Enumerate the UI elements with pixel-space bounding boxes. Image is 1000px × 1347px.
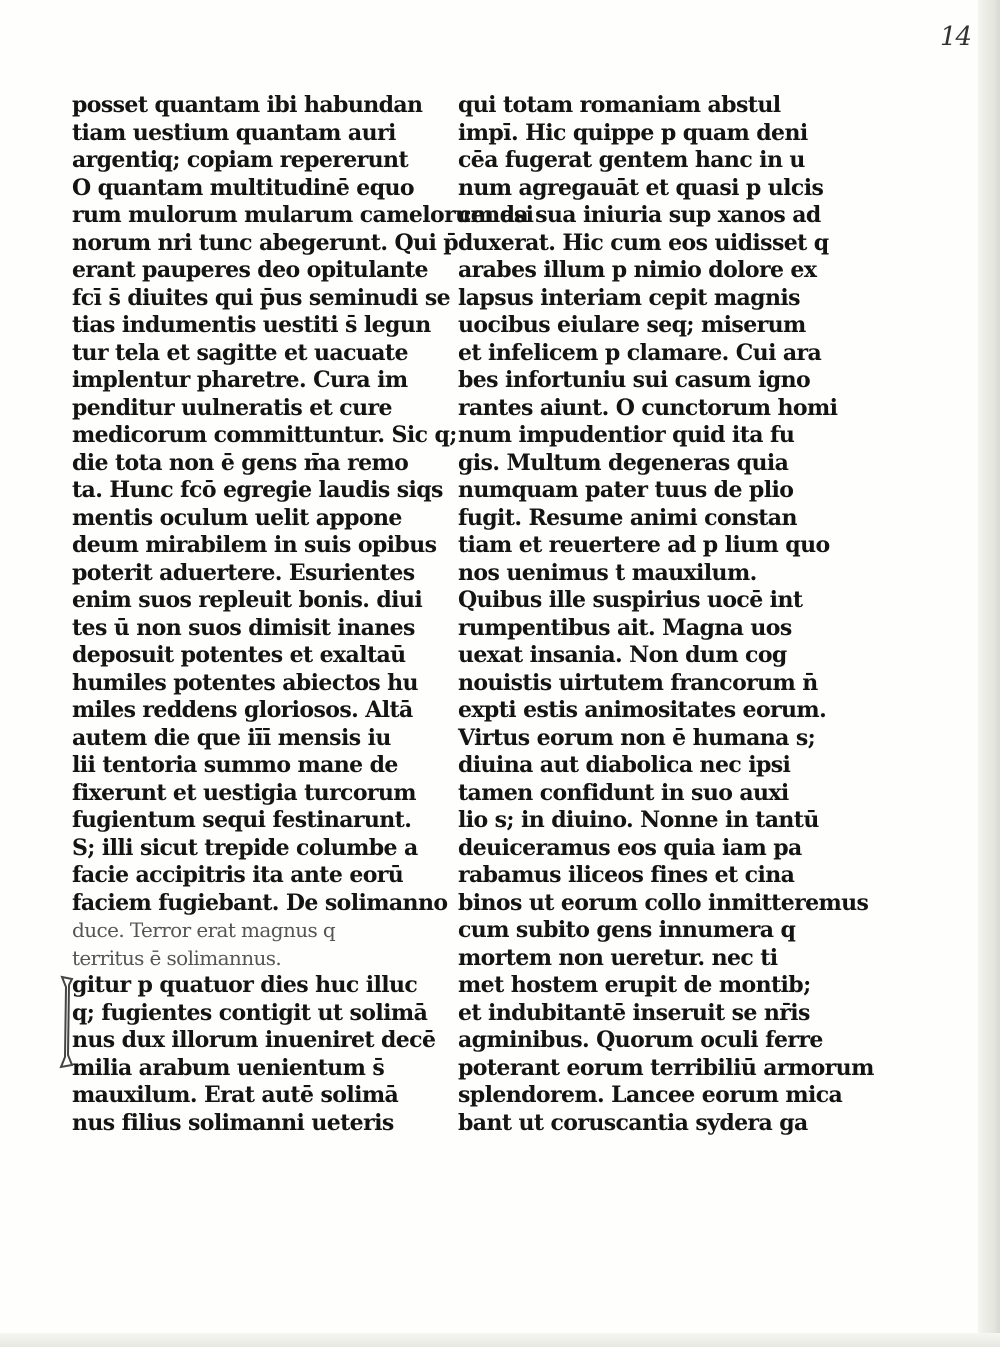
text-line: deposuit potentes et exaltaū	[72, 642, 406, 668]
text-line: poterit aduertere. Esurientes	[72, 559, 415, 586]
text-line: implentur pharetre. Cura im	[72, 367, 408, 393]
page-edge-right	[978, 0, 1000, 1347]
text-line: met hostem erupit de montib;	[458, 972, 811, 998]
text-line: faciem fugiebant. De solimanno	[72, 889, 448, 916]
text-line: splendorem. Lancee eorum mica	[458, 1082, 843, 1108]
text-line: milia arabum uenientum s̄	[72, 1054, 385, 1081]
text-line: deuiceramus eos quia iam pa	[458, 834, 802, 861]
text-line: expti estis animositates eorum.	[458, 697, 827, 723]
text-line: penditur uulneratis et cure	[72, 394, 392, 421]
text-line: autem die que iīī mensis iu	[72, 724, 391, 751]
text-line: fugit. Resume animi constan	[458, 504, 797, 531]
text-line: Quibus ille suspirius uocē int	[458, 587, 803, 613]
folio-number: 14	[940, 22, 972, 52]
text-line: facie accipitris ita ante eorū	[72, 862, 404, 888]
text-line: nus filius solimanni ueteris	[72, 1109, 394, 1136]
text-line: lapsus interiam cepit magnis	[458, 284, 800, 311]
text-line: diuina aut diabolica nec ipsi	[458, 752, 791, 778]
text-line: ta. Hunc fcō egregie laudis siqs	[72, 477, 443, 503]
right-text-column	[458, 92, 874, 1137]
text-line: mauxilum. Erat autē solimā	[72, 1082, 399, 1108]
text-line: num agregauāt et quasi p ulcis	[458, 174, 824, 201]
text-line: impī. Hic quippe p quam deni	[458, 119, 808, 146]
text-line: numquam pater tuus de plio	[458, 477, 794, 503]
text-line: agminibus. Quorum oculi ferre	[458, 1027, 823, 1053]
text-line: tiam uestium quantam auri	[72, 119, 396, 146]
text-line: poterant eorum terribiliū armorum	[458, 1054, 874, 1081]
text-line: et infelicem p clamare. Cui ara	[458, 339, 822, 366]
text-line: rabamus iliceos fines et cina	[458, 862, 795, 888]
text-line: miles reddens gloriosos. Altā	[72, 697, 413, 723]
text-line: lii tentoria summo mane de	[72, 752, 398, 778]
text-line: binos ut eorum collo inmitteremus	[458, 889, 869, 916]
text-line: tes ū non suos dimisit inanes	[72, 614, 415, 641]
text-line: gis. Multum degeneras quia	[458, 449, 789, 476]
text-line: deum mirabilem in suis opibus	[72, 532, 437, 558]
text-line: medicorum committuntur. Sic q;	[72, 422, 457, 448]
text-line: duce. Terror erat magnus q	[72, 918, 336, 942]
text-line: qui totam romaniam abstul	[458, 92, 781, 118]
text-line: cum subito gens innumera q	[458, 917, 796, 943]
text-line: rantes aiunt. O cunctorum homi	[458, 394, 838, 421]
text-line: territus ē solimannus.	[72, 945, 282, 970]
text-line: nouistis uirtutem francorum n̄	[458, 669, 818, 696]
text-line: erant pauperes deo opitulante	[72, 257, 428, 283]
text-line: cenda sua iniuria sup xanos ad	[458, 202, 821, 228]
page-edge-bottom	[0, 1333, 1000, 1347]
text-line: q; fugientes contigit ut solimā	[72, 999, 428, 1026]
text-line: et indubitantē inseruit se nr̄is	[458, 999, 810, 1026]
text-line: bant ut coruscantia sydera ga	[458, 1109, 808, 1136]
left-text-column	[72, 92, 534, 1137]
text-line: O quantam multitudinē equo	[72, 174, 414, 201]
text-line: rum mulorum mularum camelorum asi	[72, 202, 534, 228]
text-line: tias indumentis uestiti s̄ legun	[72, 312, 431, 338]
text-line: rumpentibus ait. Magna uos	[458, 614, 792, 641]
text-line: tamen confidunt in suo auxi	[458, 779, 789, 806]
text-line: posset quantam ibi habundan	[72, 92, 423, 118]
text-line: tur tela et sagitte et uacuate	[72, 339, 408, 366]
text-line: num impudentior quid ita fu	[458, 422, 795, 448]
text-line: bes infortuniu sui casum igno	[458, 367, 811, 393]
text-line: uexat insania. Non dum cog	[458, 642, 787, 668]
text-line: die tota non ē gens m̄a remo	[72, 449, 409, 476]
text-line: humiles potentes abiectos hu	[72, 669, 418, 696]
text-line: uocibus eiulare seq; miserum	[458, 312, 806, 338]
text-line: arabes illum p nimio dolore ex	[458, 257, 817, 283]
text-line: mortem non ueretur. nec ti	[458, 944, 778, 971]
text-line: duxerat. Hic cum eos uidisset q	[458, 229, 829, 256]
text-line: argentiq; copiam repererunt	[72, 147, 409, 173]
text-line: nos uenimus t mauxilum.	[458, 559, 757, 586]
text-line: tiam et reuertere ad p lium quo	[458, 532, 830, 558]
text-line: fugientum sequi festinarunt.	[72, 807, 412, 833]
text-line: cēa fugerat gentem hanc in u	[458, 147, 805, 173]
text-line: gitur p quatuor dies huc illuc	[72, 972, 418, 998]
text-line: enim suos repleuit bonis. diui	[72, 587, 423, 613]
text-line: fixerunt et uestigia turcorum	[72, 779, 416, 806]
text-line: Virtus eorum non ē humana s;	[458, 724, 816, 751]
text-line: lio s; in diuino. Nonne in tantū	[458, 807, 819, 833]
text-line: nus dux illorum inueniret decē	[72, 1027, 436, 1053]
text-line: fcī s̄ diuites qui p̄us seminudi se	[72, 284, 451, 311]
text-line: S; illi sicut trepide columbe a	[72, 834, 418, 861]
text-line: mentis oculum uelit appone	[72, 504, 402, 531]
text-line: norum nri tunc abegerunt. Qui p̄	[72, 229, 459, 256]
